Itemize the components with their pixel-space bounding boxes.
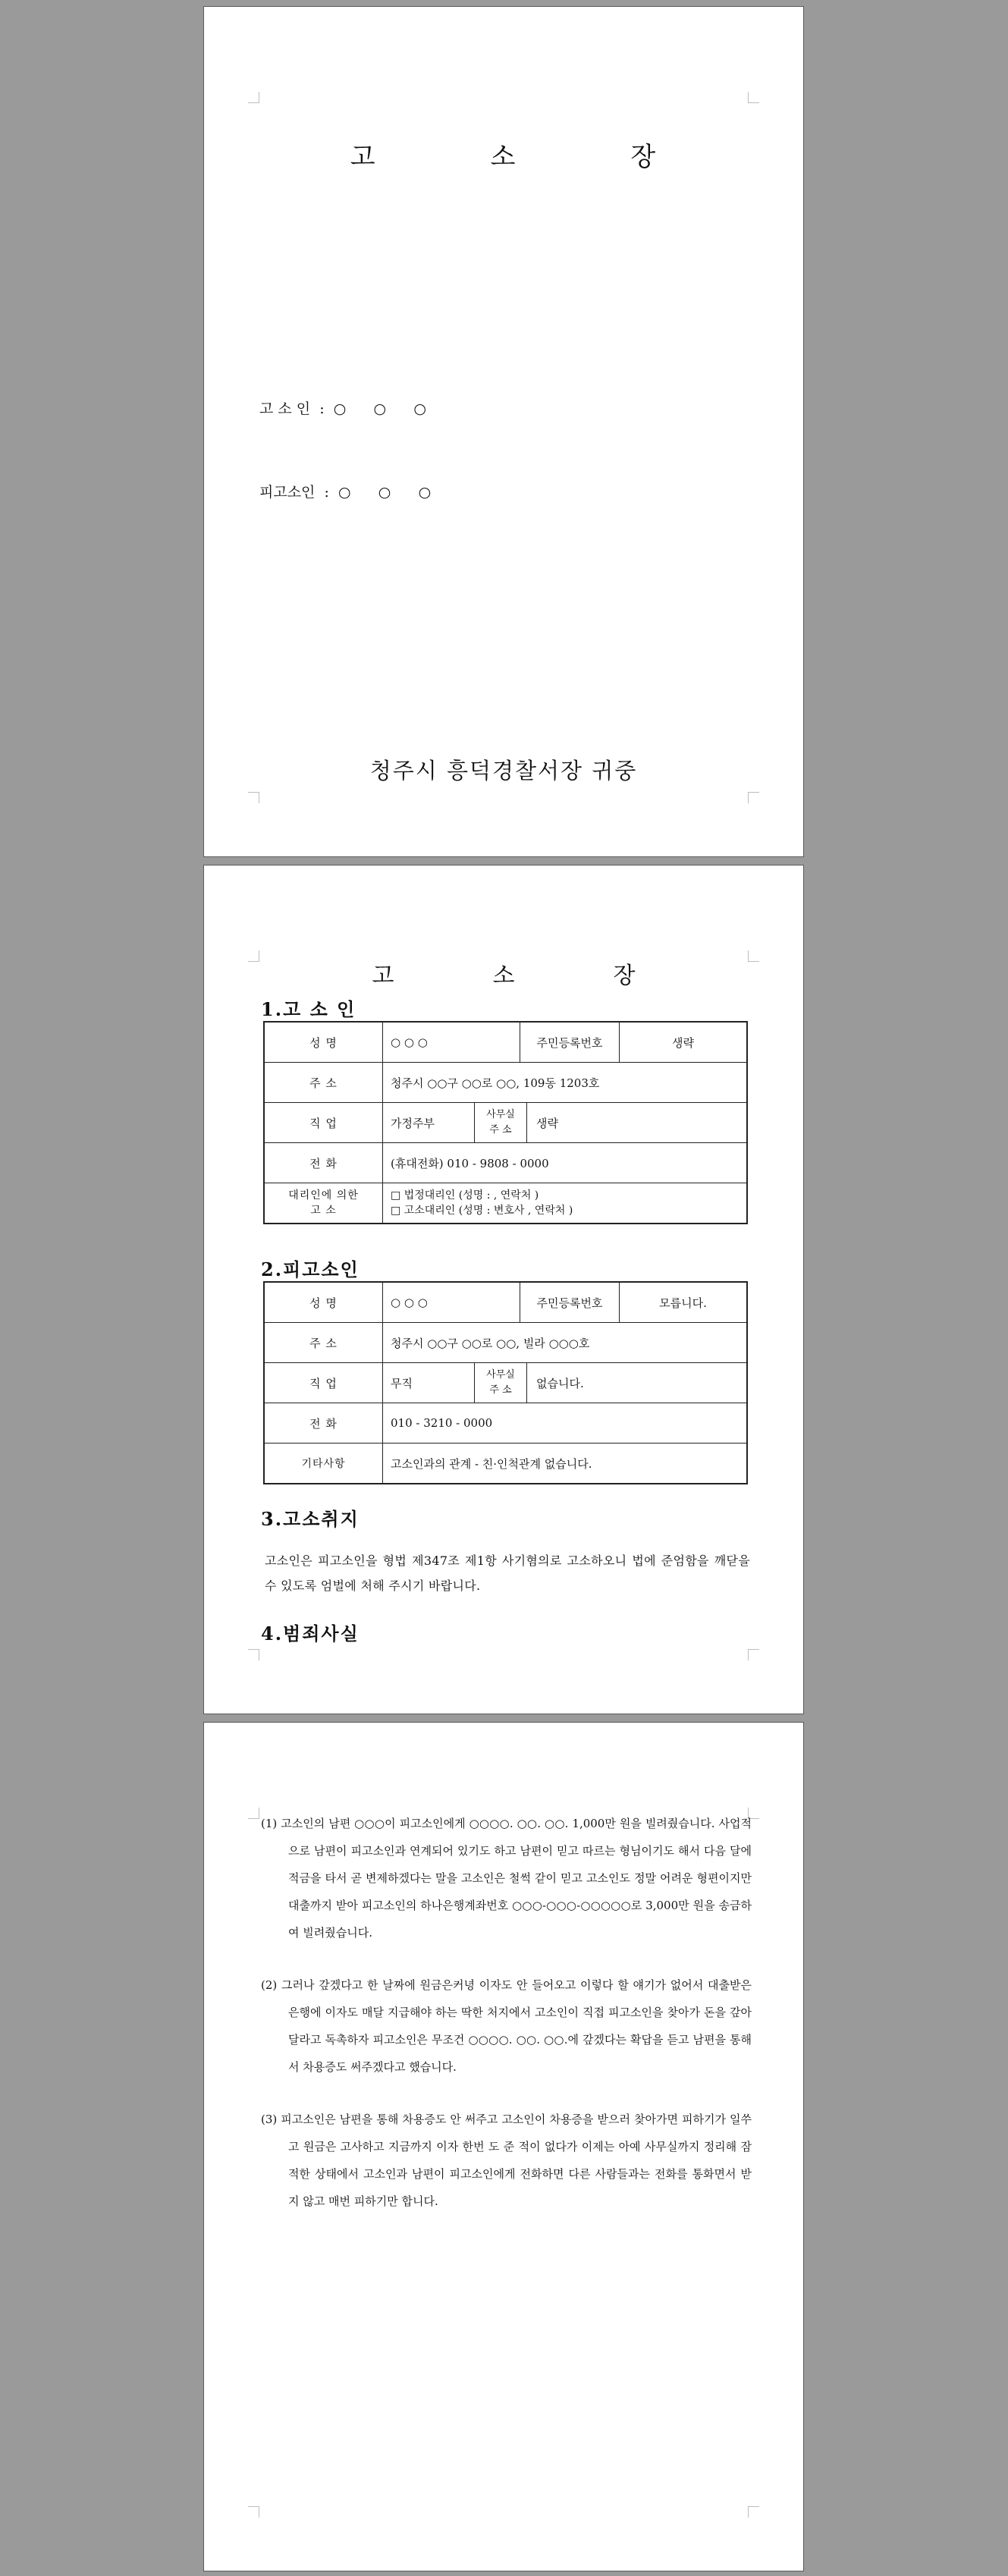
fact-paragraph-1: (1) 고소인의 남편 ○○○이 피고소인에게 ○○○○. ○○. ○○. 1,000만 원을 빌려줬습니다. 사업적으로 남편이 피고소인과 연계되어 있기도 하고 남편이 믿고 따르는 형님이기도 해서 다음 달에 적금을 타서 곧 변제하겠다는 말을 고소인은 철썩 같이 믿고 고소인도 정말 어려운 형편이지만 대출까지 받아 피고소인의 하나은행계좌번호 ○○○-○○○-○○○○○로 3,000만 원을 송금하여 빌려줬습니다. — [261, 1817, 752, 1940]
office-value: 없습니다. — [536, 1376, 584, 1390]
office-value: 생략 — [536, 1116, 558, 1130]
address-value: 청주시 ○○구 ○○로 ○○, 109동 1203호 — [383, 1063, 748, 1103]
rrn-label: 주민등록번호 — [520, 1282, 620, 1323]
cover-title-char: 소 — [490, 142, 517, 172]
accused-line: 피고소인 : ○ ○ ○ — [259, 484, 432, 501]
table-row — [264, 1183, 747, 1224]
job-label: 직 업 — [264, 1363, 383, 1403]
agent-label-line: 대리인에 의한 — [288, 1189, 359, 1202]
accused-table — [263, 1281, 748, 1484]
page-3 — [203, 1722, 804, 2571]
page-2 — [203, 865, 804, 1714]
name-label: 성 명 — [264, 1022, 383, 1063]
address-value: 청주시 ○○구 ○○로 ○○, 빌라 ○○○호 — [383, 1323, 748, 1363]
job-office-cell — [383, 1363, 748, 1403]
rrn-value: 생략 — [620, 1022, 748, 1063]
office-label-line: 주 소 — [489, 1124, 512, 1136]
job-label: 직 업 — [264, 1103, 383, 1143]
section-heading-purpose: 3.고소취지 — [261, 1508, 360, 1530]
table-row — [264, 1403, 747, 1444]
table-row — [264, 1103, 747, 1143]
cover-title-char: 장 — [630, 142, 658, 172]
job-value: 가정주부 — [383, 1103, 475, 1142]
corner-mark — [748, 1649, 759, 1660]
table-row — [264, 1444, 747, 1484]
fact-paragraph-2: (2) 그러나 갚겠다고 한 날짜에 원금은커녕 이자도 안 들어오고 이렇다 할 얘기가 없어서 대출받은 은행에 이자도 매달 지급해야 하는 딱한 처지에서 고소인이 직접 피고소인을 찾아가 돈을 갚아 달라고 독촉하자 피고소인은 무조건 ○○○○. ○○. ○○.에 갚겠다는 확답을 듣고 남편을 통해서 차용증도 써주겠다고 했습니다. — [261, 1978, 752, 2074]
etc-value: 고소인과의 관계 - 친·인척관계 없습니다. — [383, 1444, 748, 1484]
name-value: ○ ○ ○ — [383, 1282, 520, 1323]
phone-value: 010 - 3210 - 0000 — [383, 1403, 748, 1444]
phone-value: (휴대전화) 010 - 9808 - 0000 — [383, 1143, 748, 1183]
corner-mark — [748, 2506, 759, 2518]
complainant-table — [263, 1021, 748, 1224]
table-row — [264, 1022, 747, 1063]
address-label: 주 소 — [264, 1323, 383, 1363]
document-title — [204, 957, 803, 990]
corner-mark — [748, 92, 759, 103]
office-label-line: 사무실 — [486, 1109, 515, 1120]
phone-label: 전 화 — [264, 1143, 383, 1183]
cover-title — [204, 136, 803, 173]
agent-options — [383, 1183, 748, 1224]
address-label: 주 소 — [264, 1063, 383, 1103]
purpose-paragraph: 고소인은 피고소인을 형법 제347조 제1항 사기혐의로 고소하오니 법에 준엄함을 깨닫을 수 있도록 엄벌에 처해 주시기 바랍니다. — [265, 1553, 750, 1593]
job-office-cell — [383, 1103, 748, 1143]
section-heading-complainant: 1.고 소 인 — [261, 998, 356, 1020]
page-1 — [203, 6, 804, 857]
office-label — [475, 1363, 527, 1403]
table-row — [264, 1143, 747, 1183]
fact-paragraph-3: (3) 피고소인은 남편을 통해 차용증도 안 써주고 고소인이 차용증을 받으러 찾아가면 피하기가 일쑤고 원금은 고사하고 지금까지 이자 한번 도 준 적이 없다가 이제는 아예 사무실까지 정리해 잠적한 상태에서 고소인과 남편이 피고소인에게 전화하면 다른 사람들과는 전화를 통화면서 받지 않고 매번 피하기만 합니다. — [261, 2113, 752, 2208]
name-label: 성 명 — [264, 1282, 383, 1323]
agent-label-line: 고 소 — [310, 1205, 337, 1217]
table-row — [264, 1282, 747, 1323]
office-label-line: 주 소 — [489, 1384, 512, 1396]
job-office-subtable — [383, 1103, 746, 1142]
etc-label: 기타사항 — [264, 1444, 383, 1484]
job-value: 무직 — [383, 1363, 475, 1403]
table-row — [264, 1363, 747, 1403]
corner-mark — [248, 92, 259, 103]
name-value: ○ ○ ○ — [383, 1022, 520, 1063]
corner-mark — [248, 1649, 259, 1660]
phone-label: 전 화 — [264, 1403, 383, 1444]
rrn-label: 주민등록번호 — [520, 1022, 620, 1063]
corner-mark — [748, 792, 759, 803]
office-label-line: 사무실 — [486, 1369, 515, 1381]
agent-option-attorney[interactable]: □ 고소대리인 (성명 : 변호사 , 연락처 ) — [391, 1205, 573, 1217]
job-office-subtable — [383, 1363, 746, 1403]
agent-option-legal[interactable]: □ 법정대리인 (성명 : , 연락처 ) — [391, 1189, 539, 1202]
complainant-line: 고 소 인 : ○ ○ ○ — [259, 401, 426, 417]
section-heading-accused: 2.피고소인 — [261, 1258, 360, 1280]
office-label — [475, 1103, 527, 1142]
cover-title-char: 고 — [350, 142, 377, 172]
title-char: 소 — [492, 963, 515, 989]
addressee: 청주시 흥덕경찰서장 귀중 — [369, 758, 638, 784]
title-char: 고 — [372, 963, 394, 989]
corner-mark — [248, 792, 259, 803]
rrn-value: 모릅니다. — [620, 1282, 748, 1323]
title-char: 장 — [613, 963, 636, 989]
section-heading-facts: 4.범죄사실 — [261, 1623, 360, 1645]
table-row — [264, 1063, 747, 1103]
table-row — [264, 1323, 747, 1363]
agent-label — [264, 1183, 383, 1224]
corner-mark — [248, 2506, 259, 2518]
corner-mark — [248, 1808, 259, 1819]
